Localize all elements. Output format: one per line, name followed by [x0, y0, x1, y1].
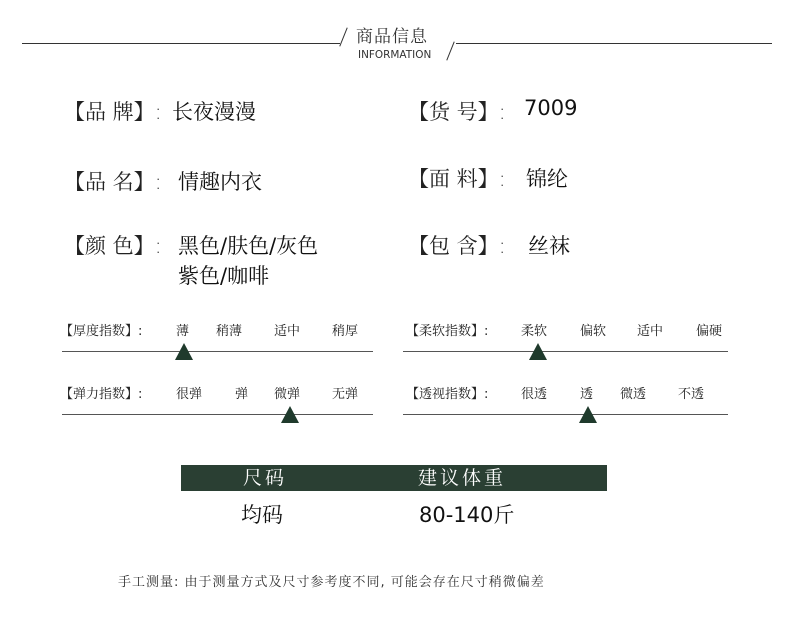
- elasticity-line: [62, 414, 373, 415]
- header-subtitle: INFORMATION: [358, 48, 432, 61]
- measurement-note: 手工测量: 由于测量方式及尺寸参考度不同, 可能会存在尺寸稍微偏差: [118, 575, 545, 590]
- size-cell: 均码: [241, 503, 283, 527]
- brand-key: 【品 牌】:: [64, 100, 162, 124]
- elasticity-option: 无弹: [332, 387, 359, 402]
- thickness-option: 稍薄: [216, 324, 243, 339]
- color-key: 【颜 色】:: [64, 234, 162, 258]
- item-no-value: 7009: [524, 96, 578, 120]
- thickness-marker: [175, 343, 193, 360]
- header-slash-right: [446, 42, 454, 61]
- transparency-label: 【透视指数】:: [406, 387, 489, 402]
- color-value-line2: 紫色/咖啡: [178, 264, 270, 288]
- softness-option: 适中: [637, 324, 664, 339]
- elasticity-label: 【弹力指数】:: [60, 387, 143, 402]
- name-value: 情趣内衣: [178, 170, 262, 194]
- transparency-option: 很透: [521, 387, 548, 402]
- thickness-option: 适中: [274, 324, 301, 339]
- fabric-value: 锦纶: [526, 167, 568, 191]
- size-header: 尺码: [243, 467, 288, 489]
- softness-line: [403, 351, 728, 352]
- name-key: 【品 名】:: [64, 170, 162, 194]
- item-no-key: 【货 号】:: [408, 100, 506, 124]
- softness-option: 柔软: [521, 324, 548, 339]
- transparency-option: 不透: [678, 387, 705, 402]
- weight-cell: 80-140斤: [419, 503, 515, 527]
- transparency-marker: [579, 406, 597, 423]
- transparency-option: 透: [580, 387, 594, 402]
- header-rule-right: [456, 43, 772, 44]
- elasticity-marker: [281, 406, 299, 423]
- softness-option: 偏硬: [696, 324, 723, 339]
- includes-value: 丝袜: [528, 234, 570, 258]
- brand-value: 长夜漫漫: [172, 100, 256, 124]
- elasticity-option: 弹: [235, 387, 249, 402]
- thickness-option: 薄: [176, 324, 190, 339]
- elasticity-option: 很弹: [176, 387, 203, 402]
- includes-key: 【包 含】:: [408, 234, 506, 258]
- thickness-line: [62, 351, 373, 352]
- thickness-label: 【厚度指数】:: [60, 324, 143, 339]
- color-value-line1: 黑色/肤色/灰色: [178, 234, 319, 258]
- softness-label: 【柔软指数】:: [406, 324, 489, 339]
- header-slash-left: [339, 28, 347, 47]
- thickness-option: 稍厚: [332, 324, 359, 339]
- softness-marker: [529, 343, 547, 360]
- header-rule-left: [22, 43, 340, 44]
- softness-option: 偏软: [580, 324, 607, 339]
- transparency-option: 微透: [620, 387, 647, 402]
- transparency-line: [403, 414, 728, 415]
- header-title: 商品信息: [356, 27, 428, 47]
- elasticity-option: 微弹: [274, 387, 301, 402]
- fabric-key: 【面 料】:: [408, 167, 506, 191]
- weight-header: 建议体重: [418, 467, 507, 489]
